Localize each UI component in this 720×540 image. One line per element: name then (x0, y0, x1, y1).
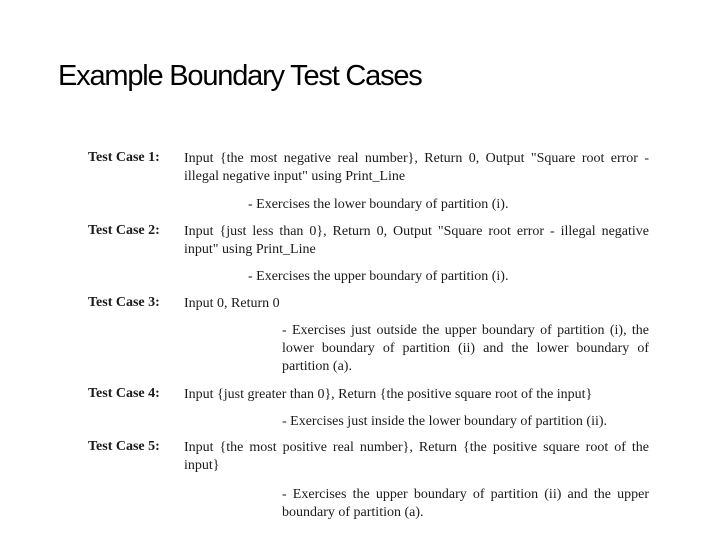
test-case-5-note: - Exercises the upper boundary of partition (ii) and the upper boundary of partition (a). (282, 487, 649, 520)
test-case-1-label: Test Case 1: (88, 150, 160, 165)
test-case-4-label: Test Case 4: (88, 386, 160, 401)
test-case-4-description: Input {just greater than 0}, Return {the positive square root of the input} (184, 387, 593, 402)
test-case-4-note: - Exercises just inside the lower boundary of partition (ii). (282, 414, 608, 429)
test-case-5-label: Test Case 5: (88, 439, 160, 454)
test-case-3-description: Input 0, Return 0 (184, 296, 280, 311)
test-case-1-note: - Exercises the lower boundary of partition (i). (248, 197, 509, 212)
test-case-5-description: Input {the most positive real number}, Return {the positive square root of the input} (184, 440, 649, 473)
test-case-1-description: Input {the most negative real number}, Return 0, Output "Square root error - illegal negative input" using Print_Line (184, 151, 649, 184)
test-case-3-label: Test Case 3: (88, 295, 160, 310)
test-case-3-note: - Exercises just outside the upper boundary of partition (i), the lower boundary of partition (ii) and the lower boundary of partition (a). (282, 323, 649, 374)
slide-title: Example Boundary Test Cases (58, 60, 422, 92)
test-case-2-label: Test Case 2: (88, 223, 160, 238)
test-case-2-note: - Exercises the upper boundary of partition (i). (248, 269, 509, 284)
test-case-2-description: Input {just less than 0}, Return 0, Output "Square root error - illegal negative input" using Print_Line (184, 224, 649, 257)
